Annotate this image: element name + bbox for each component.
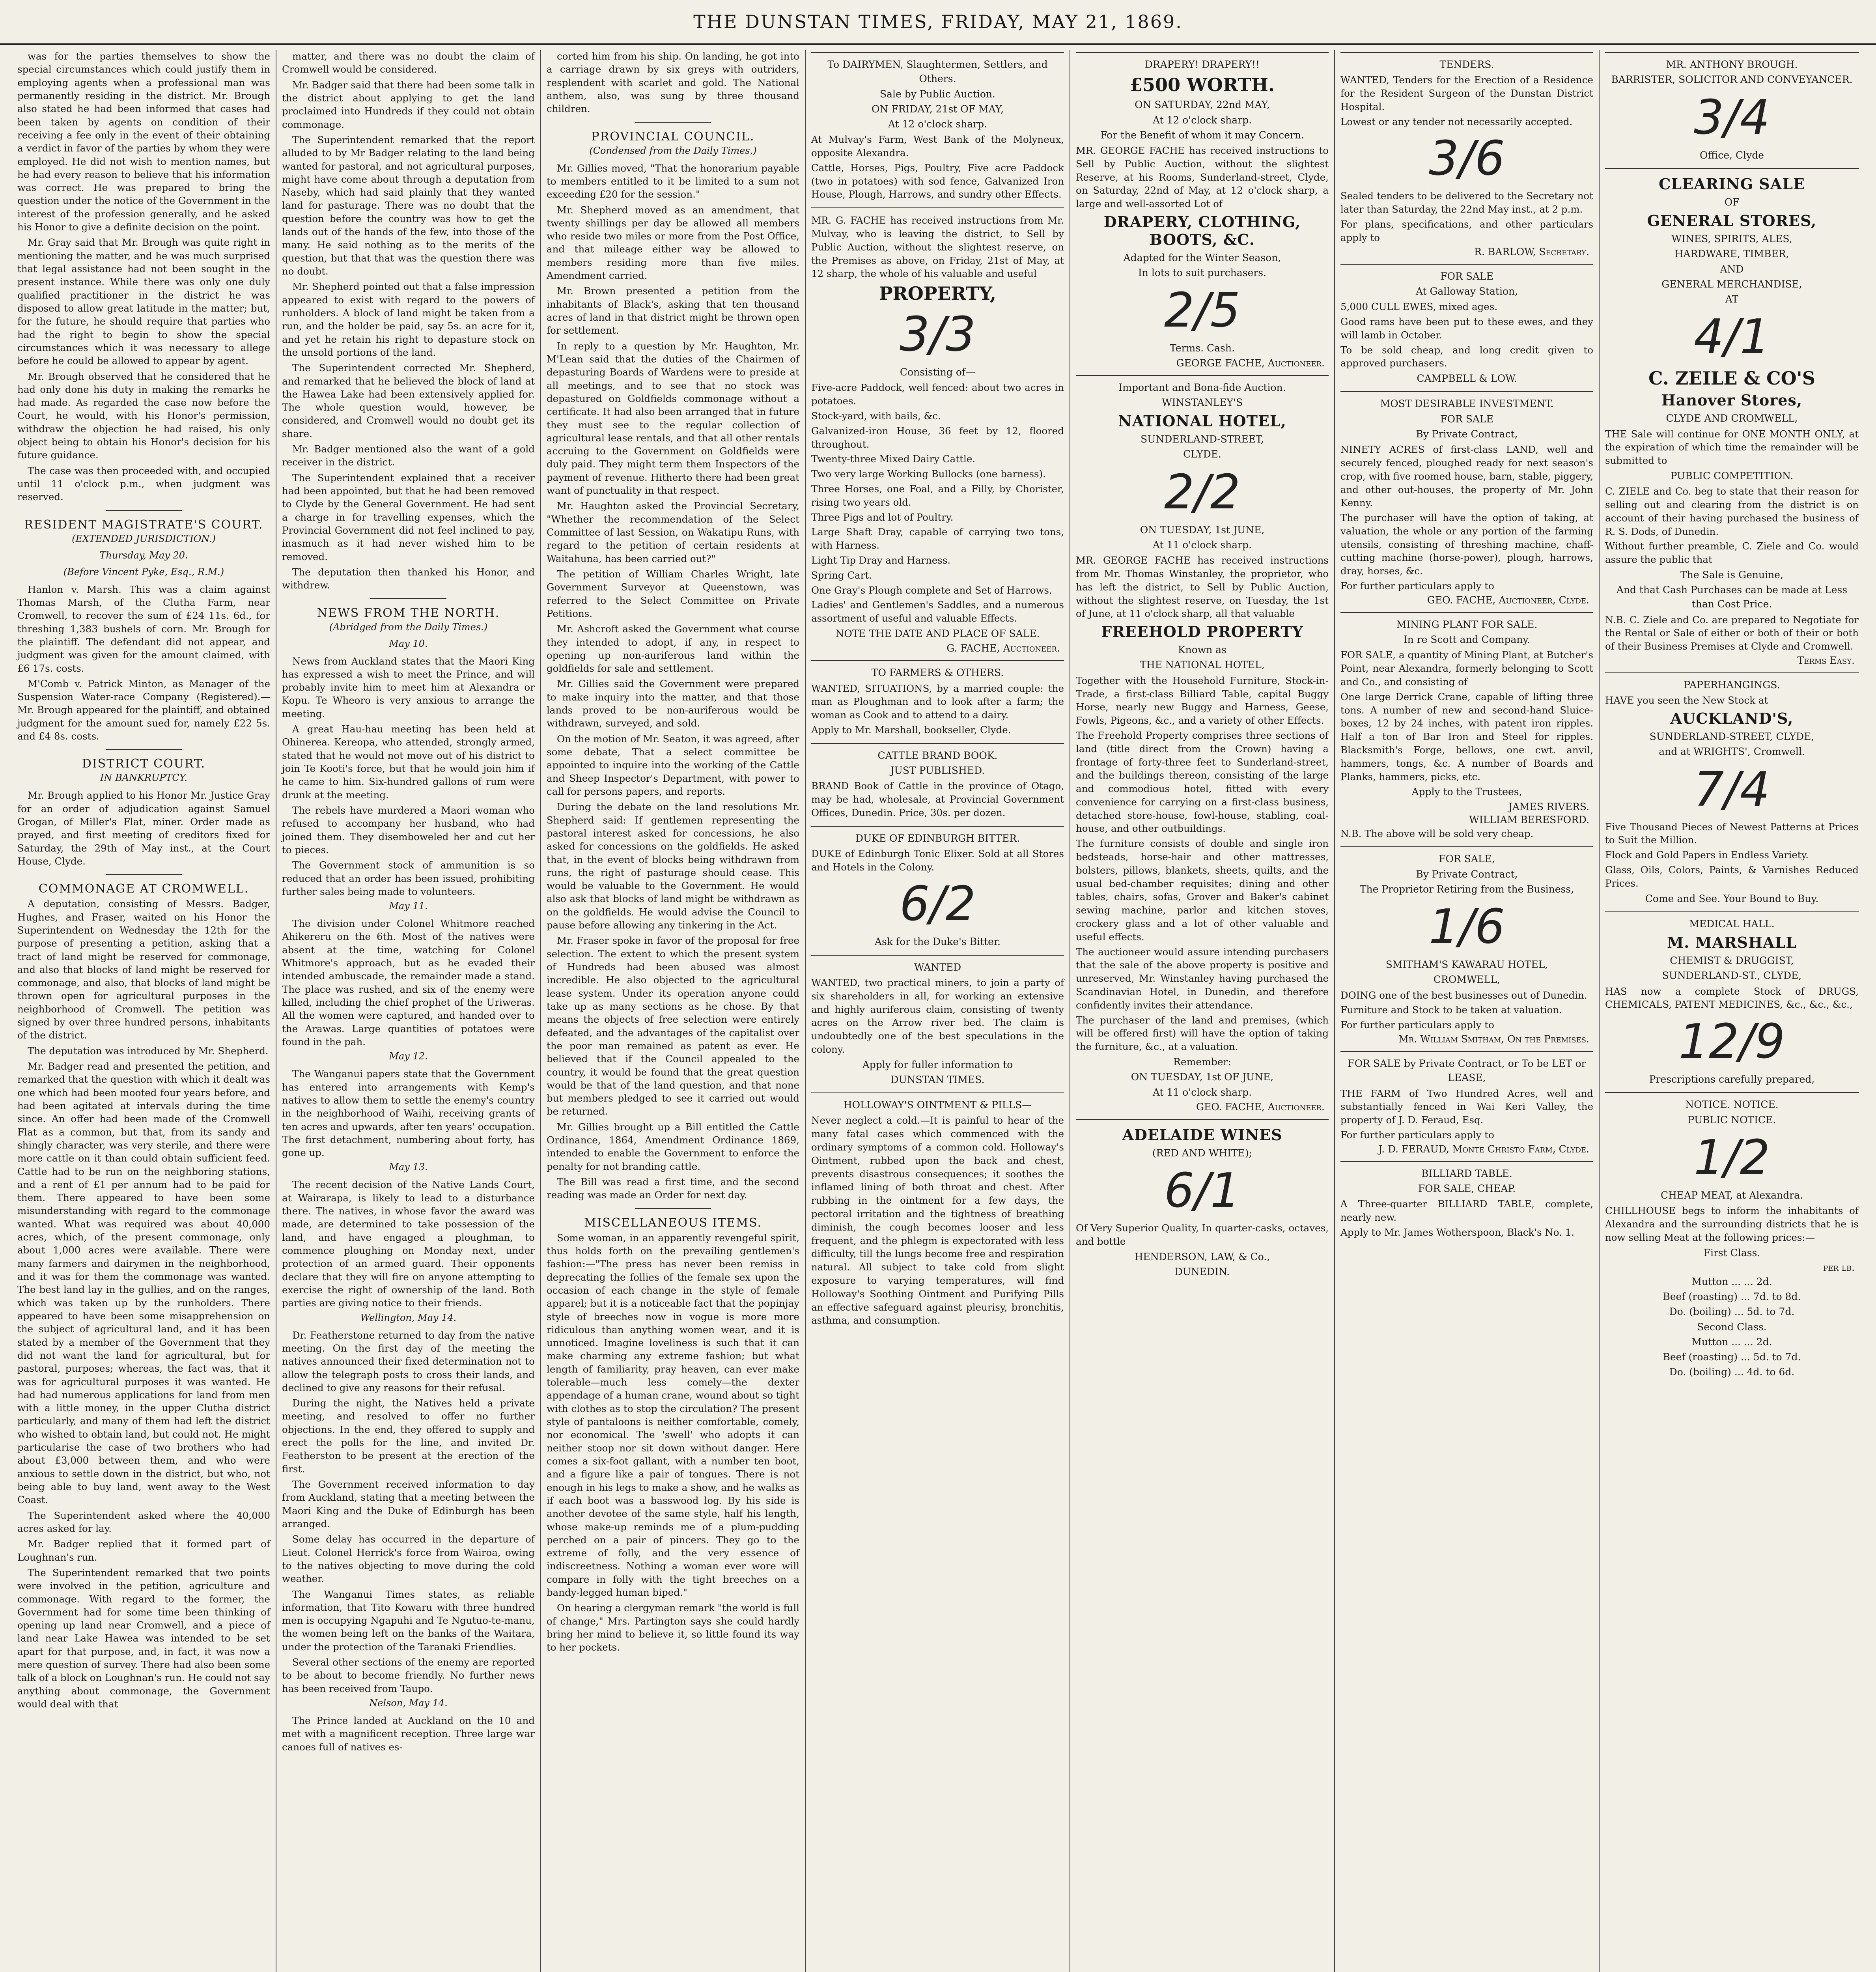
section-heading: COMMONAGE AT CROMWELL. bbox=[38, 882, 249, 896]
article-paragraph: The Government stock of ammunition is so reduced that an order has been issued, prohibiting further sales being made to volunteers. bbox=[282, 859, 535, 897]
ad-body: Never neglect a cold.—It is painful to hear of the many fatal cases which commenced with the ordinary symptoms of a common cold. Holloway's Ointment, rubbed upon the back and chest, prevents disastrous consequences; it soothes the inflamed lining of both throat and chest. After rubbing in the ointment for a few days, the pectoral irritation and the tightness of breathing diminish, the cough becomes looser and less frequent, and the phlegm is expectorated with less difficulty, till the lungs become free and respiration natural. All subject to take cold from slight exposure to varying temperatures, will find Holloway's Soothing Ointment and Purifying Pills an effective safeguard against pleurisy, bronchitis, asthma, and consumption. bbox=[811, 1115, 1064, 1326]
ad-body: HAVE you seen the New Stock at bbox=[1605, 695, 1768, 706]
article-paragraph: Mr. Shepherd moved as an amendment, that twenty shillings per day be allowed all members who reside two miles or more from the Post Office, and that mileage either way be allowed to members residing more than five miles. Amendment carried. bbox=[547, 204, 799, 282]
column-3 bbox=[541, 50, 806, 1972]
advertisement bbox=[811, 660, 1064, 740]
price-row: Do. (boiling) ... 4d. to 6d. bbox=[1669, 1366, 1795, 1378]
ad-body: A Three-quarter BILLIARD TABLE, complete, nearly new. bbox=[1340, 1198, 1593, 1223]
ad-title: To DAIRYMEN, Slaughtermen, Settlers, and Others. bbox=[827, 59, 1048, 85]
ad-list-item: Five-acre Paddock, well fenced: about two acres in potatoes. bbox=[811, 382, 1064, 407]
ad-title: WANTED bbox=[914, 961, 961, 973]
article-paragraph: matter, and there was no doubt the claim of Cromwell would be considered. bbox=[282, 50, 535, 75]
article-paragraph: Mr. Badger replied that it formed part of Loughnan's run. bbox=[17, 1538, 270, 1563]
article-paragraph: In reply to a question by Mr. Haughton, Mr. M'Lean said that the duties of the Chairmen of depasturing Boards of Wardens were to preside at all meetings, and to see that no stock was depastured on Goldfields commonage without a certificate. It had also been arranged that in future they must see to the regular collection of agricultural lease rentals, and that all other rentals accruing to the Government on Goldfields were duly paid. They might term them Inspectors of the payment of revenue. Hitherto there had been great want of punctuality in that respect. bbox=[547, 340, 799, 497]
section-heading: PROVINCIAL COUNCIL. bbox=[591, 129, 755, 144]
article-paragraph: M'Comb v. Patrick Minton, as Manager of the Suspension Water-race Company (Registered).—Mr. Brough appeared for the plaintiff, and obtained judgment for the amount sued for, namely £22 5s. and £4 8s. costs. bbox=[17, 678, 270, 742]
ad-line: The Sale is Genuine, bbox=[1680, 569, 1783, 581]
article-paragraph: Some delay has occurred in the departure of Lieut. Colonel Herrick's force from Wairoa, owing to the natives objecting to move during the cold weather. bbox=[282, 1533, 535, 1585]
ad-headline: CHEAP MEAT, at Alexandra. bbox=[1660, 1189, 1803, 1201]
handwritten-mark: 6/1 bbox=[1164, 1163, 1241, 1219]
ad-body: The Freehold Property comprises three sections of land (title direct from the Crown) having a frontage of forty-three feet to Sunderland-street, and the buildings thereon, consisting of the large and commodious hotel, fitted with every convenience for carrying on a first-class business, detached store-house, fowl-house, stabling, coal-house, and other outbuildings. bbox=[1076, 729, 1329, 835]
ad-signature: R. BARLOW, Secretary. bbox=[1474, 246, 1589, 258]
article-paragraph: The petition of William Charles Wright, late Government Surveyor at Queenstown, was referred to the Select Committee on Private Petitions. bbox=[547, 568, 799, 619]
ad-body: N.B. C. Ziele and Co. are prepared to Negotiate for the Rental or Sale of either or both of their or both of their Business Premises at Clyde and Cromwell. bbox=[1605, 614, 1859, 652]
article-paragraph: Mr. Gillies said the Government were prepared to make inquiry into the matter, and that those lands proved to be non-auriferous would be withdrawn, surveyed, and sold. bbox=[547, 678, 799, 729]
ad-list-item: Ladies' and Gentlemen's Saddles, and a numerous assortment of useful and valuable Effects. bbox=[811, 599, 1064, 624]
ad-body: Apply to Mr. Marshall, bookseller, Clyde. bbox=[811, 724, 1011, 736]
ad-line: HARDWARE, TIMBER, bbox=[1674, 248, 1789, 260]
handwritten-mark: 2/5 bbox=[1164, 283, 1241, 338]
ad-title: FOR SALE by Private Contract, or To be LET or LEASE, bbox=[1348, 1058, 1586, 1084]
ad-list-item: Light Tip Dray and Harness. bbox=[811, 555, 951, 566]
advertisement bbox=[811, 826, 1064, 952]
dateline: May 10. bbox=[389, 638, 428, 649]
ad-body: Flock and Gold Papers in Endless Variety. bbox=[1605, 849, 1809, 861]
ad-line: In re Scott and Company. bbox=[1403, 634, 1531, 646]
article-paragraph: Mr. Gillies moved, "That the honorarium payable to members entitled to it be limited to a sum not exceeding £20 for the session." bbox=[547, 162, 799, 200]
ad-headline: ADELAIDE WINES bbox=[1122, 1126, 1282, 1144]
ad-line: OF bbox=[1724, 196, 1740, 208]
article-paragraph: Mr. Badger read and presented the petition, and remarked that the question with which it dealt was one which had been mooted four years before, and had been agitated at intervals during the time since. An offer had been made of the Cromwell Flat as a common, but that, from its sandy and shingly character, was very sterile, and there were more cattle on it than could obtain sufficient feed. Cattle had to be run on the neighboring stations, and a rent of £1 per annum had to be paid for them. There appeared to have been some misunderstanding with regard to the commonage wanted. What was required was about 40,000 acres, which, of the present commonage, only about 1,000 acres were available. There were many farmers and dairymen in the neighborhood, and it was for them the commonage was wanted. The best land lay in the gullies, and on the ranges, which was taken up by the runholders. There appeared to have been some misapprehension on the subject of agricultural land, and it has been stated by a member of the Government that they did not want the land for agricultural, but for pastoral, purposes; whereas, the fact was, that it was for agricultural purposes it was wanted. He had had numerous applications for land from men with a little money, in the upper Clutha district particularly, and many of them had left the district who wished to obtain land, but could not. He might particularise the case of two brothers who had about £3,000 between them, and who were anxious to settle down in the district, but who, not being able to buy land, went away to the West Coast. bbox=[17, 1061, 270, 1506]
ad-list-item: Three Horses, one Foal, and a Filly, by Chorister, rising two years old. bbox=[811, 483, 1064, 508]
ad-list-item: Stock-yard, with bails, &c. bbox=[811, 410, 941, 422]
ad-line: (RED AND WHITE); bbox=[1152, 1147, 1253, 1159]
ad-title: DRAPERY! DRAPERY!! bbox=[1144, 59, 1260, 70]
ad-body: Without further preamble, C. Ziele and Co. would assure the public that bbox=[1605, 540, 1859, 566]
ad-line: At 11 o'clock sharp. bbox=[1152, 1086, 1252, 1098]
article-paragraph: Several other sections of the enemy are reported to be about to become friendly. No further news has been received from Taupo. bbox=[282, 1656, 535, 1694]
ad-body: FOR SALE, a quantity of Mining Plant, at Butcher's Point, near Alexandra, formerly belonging to Scott and Co., and consisting of bbox=[1340, 649, 1593, 687]
ad-headline: CLEARING SALE bbox=[1659, 175, 1805, 193]
ad-headline: NATIONAL HOTEL, bbox=[1118, 412, 1286, 430]
article-paragraph: The Wanganui papers state that the Government has entered into arrangements with Kemp's natives to allow them to settle the enemy's country in the neighborhood of Waihi, receiving grants of ten acres and upwards, after ten years' occupation. The first detachment, numbering about forty, has gone up. bbox=[282, 1068, 535, 1159]
article-paragraph: The deputation was introduced by Mr. Shepherd. bbox=[28, 1045, 269, 1057]
ad-line: The Proprietor Retiring from the Business, bbox=[1359, 883, 1574, 895]
article-paragraph: A great Hau-hau meeting has been held at Ohinerea. Kereopa, who attended, strongly armed, stated that he would not move out of his district to join Te Kooti's force, but that he would join him if he came to him. Six-hundred gallons of rum were drunk at the meeting. bbox=[282, 723, 535, 801]
divider bbox=[106, 749, 181, 750]
ad-body: N.B. The above will be sold very cheap. bbox=[1340, 827, 1534, 839]
ad-line: For the Benefit of whom it may Concern. bbox=[1100, 129, 1304, 141]
ad-body: Of Very Superior Quality, In quarter-casks, octaves, and bottle bbox=[1076, 1222, 1329, 1247]
advertisement bbox=[1605, 168, 1859, 670]
article-paragraph: corted him from his ship. On landing, he got into a carriage drawn by six greys with outriders, resplendent with scarlet and gold. The National anthem, also, was sung by three thousand children. bbox=[547, 50, 799, 115]
section-subheading: (Condensed from the Daily Times.) bbox=[589, 145, 757, 156]
divider bbox=[635, 1208, 711, 1209]
ad-body: The purchaser will have the option of taking, at valuation, the whole or any portion of the farming utensils, consisting of threshing machine, chaff-cutting machine (horse-power), plough, harrows, dray, horses, &c. bbox=[1340, 512, 1593, 577]
ad-line: At Galloway Station, bbox=[1415, 285, 1518, 297]
advertisement bbox=[811, 743, 1064, 824]
ad-line: NOTE THE DATE AND PLACE OF SALE. bbox=[835, 628, 1040, 640]
ad-line: By Private Contract, bbox=[1416, 428, 1518, 440]
ad-line: Terms. Cash. bbox=[1170, 342, 1235, 354]
ad-body: Furniture and Stock to be taken at valuation. bbox=[1340, 1004, 1562, 1016]
ad-line: ON TUESDAY, 1st JUNE, bbox=[1140, 524, 1265, 536]
ad-title: FOR SALE, bbox=[1439, 853, 1495, 865]
ad-list-item: Three Pigs and lot of Poultry. bbox=[811, 511, 954, 523]
ad-title: PAPERHANGINGS. bbox=[1684, 679, 1780, 691]
dateline: May 13. bbox=[389, 1162, 428, 1173]
advertisement bbox=[1076, 52, 1329, 373]
ad-line: By Private Contract, bbox=[1416, 868, 1518, 880]
ad-headline: SMITHAM'S KAWARAU HOTEL, bbox=[1385, 959, 1548, 971]
ad-signature: JAMES RIVERS. bbox=[1508, 801, 1589, 812]
ad-title: TENDERS. bbox=[1439, 59, 1494, 70]
handwritten-mark: 3/4 bbox=[1693, 90, 1770, 145]
advertisement bbox=[1605, 672, 1859, 909]
advertisement bbox=[811, 52, 1064, 205]
article-paragraph: The case was then proceeded with, and occupied until 11 o'clock p.m., when judgment was reserved. bbox=[17, 465, 270, 503]
advertisement bbox=[811, 207, 1064, 658]
ad-line: Apply for fuller information to bbox=[862, 1059, 1013, 1070]
article-paragraph: The Government received information to day from Auckland, stating that a meeting between the Maori King and the Duke of Edinburgh has been arranged. bbox=[282, 1479, 535, 1529]
ad-title: BILLIARD TABLE. bbox=[1421, 1167, 1512, 1179]
divider bbox=[106, 510, 181, 511]
ad-body: Five Thousand Pieces of Newest Patterns at Prices to Suit the Million. bbox=[1605, 821, 1859, 846]
dateline: Wellington, May 14. bbox=[360, 1312, 457, 1323]
ad-body: Good rams have been put to these ewes, and they will lamb in October. bbox=[1340, 316, 1593, 341]
ad-line: and at WRIGHTS', Cromwell. bbox=[1659, 746, 1805, 758]
article-paragraph: Mr. Brown presented a petition from the inhabitants of Black's, asking that ten thousand acres of land in that district might be thrown open for settlement. bbox=[547, 285, 799, 336]
article-paragraph: Hanlon v. Marsh. This was a claim against Thomas Marsh, of the Clutha Farm, near Cromwell, to recover the sum of £24 11s. 6d., for threshing 1,383 bushels of corn. Mr. Brough for the plaintiff. The defendant did not appear, and judgment was given for the amount claimed, with £6 17s. costs. bbox=[17, 583, 270, 674]
advertisement bbox=[1605, 52, 1859, 166]
ad-list-item: Twenty-three Mixed Dairy Cattle. bbox=[811, 453, 976, 465]
article-paragraph: The Superintendent explained that a receiver had been appointed, but that he had been removed to Clyde by the General Government. He had sent a charge in for travelling expenses, which the Provincial Government did not feel inclined to pay, inasmuch as it had never wished him to be removed. bbox=[282, 472, 535, 562]
ad-body: MR. G. FACHE has received instructions from Mr. Mulvay, who is leaving the district, to Sell by Public Auction, without the slightest reserve, on the Premises as above, on Friday, 21st of May, at 12 sharp, the whole of his valuable and useful bbox=[811, 215, 1064, 280]
price-row: Beef (roasting) ... 7d. to 8d. bbox=[1663, 1291, 1801, 1303]
newspaper-columns bbox=[12, 50, 1864, 1972]
article-paragraph: On hearing a clergyman remark "the world is full of change," Mrs. Partington says she could hardly bring her mind to believe it, so little found its way to her pockets. bbox=[547, 1602, 799, 1653]
ad-signature: Terms Easy. bbox=[1797, 655, 1855, 667]
ad-title: NOTICE. NOTICE. bbox=[1685, 1099, 1779, 1111]
ad-title: CATTLE BRAND BOOK. bbox=[877, 749, 998, 761]
ad-line: BARRISTER, SOLICITOR AND CONVEYANCER. bbox=[1611, 74, 1853, 86]
advertisement bbox=[1340, 1161, 1593, 1243]
advertisement bbox=[1340, 1051, 1593, 1159]
ad-body: Cattle, Horses, Pigs, Poultry, Five acre Paddock (two in potatoes) with sod fence, Galvanized Iron House, Plough, Harrows, and sundry other Effects. bbox=[811, 162, 1064, 200]
ad-body: Lowest or any tender not necessarily accepted. bbox=[1340, 116, 1573, 127]
ad-signature: J. D. FERAUD, Monte Christo Farm, Clyde. bbox=[1378, 1143, 1589, 1155]
masthead: THE DUNSTAN TIMES, FRIDAY, MAY 21, 1869. bbox=[0, 0, 1876, 45]
ad-body: HAS now a complete Stock of DRUGS, CHEMICALS, PATENT MEDICINES, &c., &c., &c., bbox=[1605, 985, 1859, 1010]
price-row: Mutton ... ... 2d. bbox=[1691, 1336, 1772, 1348]
ad-headline: Hanover Stores, bbox=[1661, 391, 1803, 409]
article-paragraph: Mr. Brough applied to his Honor Mr. Justice Gray for an order of adjudication against Samuel Grogan, of Miller's Flat, miner. Order made as prayed, and first meeting of creditors fixed for Saturday, the 29th of May inst., at the Court House, Clyde. bbox=[17, 790, 270, 867]
handwritten-mark: 1/2 bbox=[1693, 1130, 1770, 1185]
section-heading: MISCELLANEOUS ITEMS. bbox=[584, 1216, 762, 1230]
price-row: Beef (roasting) ... 5d. to 7d. bbox=[1663, 1351, 1801, 1363]
article-paragraph: The division under Colonel Whitmore reached Ahikereru on the 6th. Most of the natives were absent at the time, watching for Colonel Whitmore's approach, but as he evaded their intended ambuscade, the remainder made a stand. The place was rushed, and six of the enemy were killed, including the chief prophet of the Uriweras. All the women were captured, and handed over to the Arawas. Large quantities of potatoes were found in the pah. bbox=[282, 918, 535, 1048]
advertisement bbox=[1076, 1119, 1329, 1282]
ad-line: FOR SALE bbox=[1440, 413, 1493, 425]
article-paragraph: Dr. Featherstone returned to day from the native meeting. On the first day of the meeting the natives announced their fixed determination not to allow the telegraph posts to cross their lands, and declined to give any reasons for their refusal. bbox=[282, 1329, 535, 1393]
ad-list-item: Galvanized-iron House, 36 feet by 12, floored throughout. bbox=[811, 425, 1064, 450]
price-unit: per lb. bbox=[1823, 1261, 1855, 1273]
dateline: May 11. bbox=[389, 900, 428, 912]
ad-line: SUNDERLAND-ST., CLYDE, bbox=[1662, 970, 1802, 982]
ad-body: The furniture consists of double and single iron bedsteads, horse-hair and other mattresses, bolsters, pillows, blankets, sheets, quilts, and the usual bed-chamber requisites; dining and other tables, chairs, sofas, Grover and Baker's cabinet sewing machine, parlor and kitchen stoves, crockery glass and a lot of other valuable and useful effects. bbox=[1076, 838, 1329, 943]
column-7 bbox=[1600, 50, 1864, 1972]
article-paragraph: The rebels have murdered a Maori woman who refused to accompany her husband, who had joined them. They disemboweled her and cut her to pieces. bbox=[282, 804, 535, 855]
ad-line: AND bbox=[1720, 263, 1744, 275]
ad-line: ON FRIDAY, 21st OF MAY, bbox=[872, 103, 1004, 115]
ad-signature: GEORGE FACHE, Auctioneer. bbox=[1176, 357, 1325, 369]
ad-body: At Mulvay's Farm, West Bank of the Molyneux, opposite Alexandra. bbox=[811, 134, 1064, 159]
handwritten-mark: 3/3 bbox=[899, 307, 976, 362]
ad-line: Come and See. Your Bound to Buy. bbox=[1645, 893, 1819, 904]
price-class: Second Class. bbox=[1697, 1321, 1767, 1333]
ad-body: 5,000 CULL EWES, mixed ages. bbox=[1340, 301, 1498, 313]
advertisement bbox=[1076, 375, 1329, 1117]
ad-list-item: Spring Cart. bbox=[811, 569, 872, 581]
ad-body: BRAND Book of Cattle in the province of Otago, may be had, wholesale, at Provincial Government Offices, Dunedin. Price, 30s. per dozen. bbox=[811, 780, 1064, 818]
ad-line: Adapted for the Winter Season, bbox=[1123, 252, 1281, 263]
article-paragraph: was for the parties themselves to show the special circumstances which could justify them in employing agents when a professional man was permanently residing in the district. Mr. Brough also stated he had been informed that cases had been taken by agents on condition of their receiving a fee only in the event of their obtaining a verdict in favor of the parties by whom they were employed. He did not wish to mention names, but he had every reason to believe that his information was correct. He was prepared to bring the question under the notice of the Government in the interest of the profession generally, and he asked his Honor to give a definite decision on the point. bbox=[17, 50, 270, 233]
advertisement bbox=[1605, 1092, 1859, 1382]
ad-line: Apply to the Trustees, bbox=[1411, 786, 1522, 798]
ad-body: MR. GEORGE FACHE has received instructions from Mr. Thomas Winstanley, the proprietor, who has left the district, to Sell by Public Auction, without the slightest reserve, on Tuesday, the 1st of June, at 11 o'clock sharp, all that valuable bbox=[1076, 555, 1329, 620]
divider bbox=[370, 598, 446, 599]
article-paragraph: Mr. Badger said that there had been some talk in the district about applying to get the land proclaimed into Hundreds if they could not obtain commonage. bbox=[282, 79, 535, 130]
handwritten-mark: 7/4 bbox=[1693, 762, 1770, 817]
article-paragraph: The Superintendent remarked that the report alluded to by Mr Badger relating to the land being wanted for pastoral, and not agricultural purposes, might have come about through a deputation from Naseby, which had said plainly that they wanted land for pasturage. There was no doubt that the question before the country was how to get the lands out of the hands of the few, into those of the many. He said nothing as to the merits of the question, but that that was the question there was no doubt. bbox=[282, 134, 535, 277]
column-6 bbox=[1335, 50, 1600, 1972]
dateline: Thursday, May 20. bbox=[99, 549, 188, 561]
ad-title: MINING PLANT FOR SALE. bbox=[1396, 618, 1538, 630]
ad-line: Remember: bbox=[1173, 1056, 1231, 1068]
article-paragraph: The Superintendent corrected Mr. Shepherd, and remarked that he believed the block of land at the Hawea Lake had been extensively applied for. The whole question would, however, be considered, and Cromwell would no doubt get its share. bbox=[282, 362, 535, 439]
handwritten-mark: 12/9 bbox=[1678, 1014, 1785, 1070]
ad-line: HENDERSON, LAW, & Co., bbox=[1134, 1251, 1270, 1262]
ad-line: CLYDE. bbox=[1183, 448, 1221, 460]
column-5 bbox=[1070, 50, 1335, 1972]
ad-body: For further particulars apply to bbox=[1340, 1129, 1494, 1141]
price-row: Mutton ... ... 2d. bbox=[1691, 1275, 1772, 1287]
article-paragraph: Mr. Gray said that Mr. Brough was quite right in mentioning the matter, and he was much surprised that legal assistance had not been sought in the present instance. While there was only one duly qualified practitioner in the district he was disposed to allow great latitude in the matter; but, for the future, he should require that parties who had the right to begin to show the special circumstances which it was necessary to allege before he could be allowed to appear by agent. bbox=[17, 237, 270, 367]
article-paragraph: The Wanganui Times states, as reliable information, that Tito Kowaru with three hundred men is occupying Ngapuhi and Te Ngutuo-te-manu, the women being left on the banks of the Waitara, under the protection of the Taranaki Friendlies. bbox=[282, 1588, 535, 1653]
ad-headline: C. ZEILE & CO'S bbox=[1648, 368, 1815, 389]
ad-signature: G. FACHE, Auctioneer. bbox=[946, 642, 1060, 654]
ad-body: WANTED, Tenders for the Erection of a Residence for the Resident Surgeon of the Dunstan District Hospital. bbox=[1340, 74, 1593, 112]
ad-signature: GEO. FACHE, Auctioneer, Clyde. bbox=[1427, 594, 1589, 606]
dateline: May 12. bbox=[389, 1051, 428, 1062]
article-paragraph: The Superintendent remarked that two points were involved in the petition, agriculture and commonage. With regard to the former, the Government had for some time been thinking of opening up land near Cromwell, and a piece of land near Lake Hawea was intended to be set apart for that purpose, and, in fact, it was now a mere question of survey. There had also been some talk of a block on Loughnan's run. He could not say anything about commonage, the Government would deal with that bbox=[17, 1567, 270, 1710]
ad-headline: FREEHOLD PROPERTY bbox=[1101, 623, 1303, 641]
ad-list-item: Two very large Working Bullocks (one barness). bbox=[811, 468, 1046, 480]
ad-line: CLYDE AND CROMWELL, bbox=[1666, 413, 1798, 424]
ad-title: FOR SALE bbox=[1440, 270, 1493, 282]
ad-line: CAMPBELL & LOW. bbox=[1417, 373, 1517, 385]
ad-title: MOST DESIRABLE INVESTMENT. bbox=[1380, 398, 1554, 410]
ad-body: DUKE of Edinburgh Tonic Elixer. Sold at all Stores and Hotels in the Colony. bbox=[811, 848, 1064, 873]
ad-line: Office, Clyde bbox=[1700, 149, 1764, 161]
ad-body: MR. GEORGE FACHE has received instructions to Sell by Public Auction, without the slightest Reserve, at his Rooms, Sunderland-street, Clyde, on Saturday, 22nd of May, at 12 o'clock sharp, a large and well-assorted Lot of bbox=[1076, 145, 1329, 210]
advertisement bbox=[811, 1092, 1064, 1331]
ad-line: In lots to suit purchasers. bbox=[1138, 267, 1267, 279]
ad-title: PROPERTY, bbox=[879, 283, 997, 304]
price-class: First Class. bbox=[1703, 1247, 1760, 1259]
handwritten-mark: 2/2 bbox=[1164, 465, 1241, 520]
article-paragraph: During the night, the Natives held a private meeting, and resolved to offer no further objections. In the end, they offered to supply and erect the polls for the line, and invited Dr. Featherston to be present at the erection of the first. bbox=[282, 1397, 535, 1475]
section-heading: RESIDENT MAGISTRATE'S COURT. bbox=[24, 517, 263, 532]
article-paragraph: Mr. Shepherd pointed out that a false impression appeared to exist with regard to the powers of runholders. A block of land might be taken from a run, and the holder be paid, say 5s. an acre for it, and yet he retain his right to depasture stock on the unsold portions of the land. bbox=[282, 281, 535, 358]
article-paragraph: The Superintendent asked where the 40,000 acres asked for lay. bbox=[17, 1509, 270, 1534]
ad-body: To be sold cheap, and long credit given to approved purchasers. bbox=[1340, 344, 1593, 369]
article-paragraph: Mr. Fraser spoke in favor of the proposal for free selection. The extent to which the present system of Hundreds had been abused was almost incredible. He also objected to the agricultural lease system. Under its operation anyone could take up as many sections as he chose. By that means the objects of free selection were entirely defeated, and the advantages of the capitalist over the poor man remained as patent as ever. He believed that if the Council appealed to the country, it would be found that the great question would be that of the land question, and that none but members pledged to see it carried out would be returned. bbox=[547, 935, 799, 1117]
ad-line: Ask for the Duke's Bitter. bbox=[874, 936, 1001, 948]
ad-line: GENERAL MERCHANDISE, bbox=[1661, 278, 1802, 290]
ad-body: Apply to Mr. James Wotherspoon, Black's No. 1. bbox=[1340, 1226, 1575, 1238]
ad-line: JUST PUBLISHED. bbox=[890, 764, 985, 776]
column-1 bbox=[12, 50, 276, 1972]
ad-body: WANTED, SITUATIONS, by a married couple: the man as Ploughman and to look after a farm; the woman as Cook and to attend to a dairy. bbox=[811, 682, 1064, 721]
ad-line: Prescriptions carefully prepared, bbox=[1649, 1074, 1815, 1085]
ad-line: ON SATURDAY, 22nd MAY, bbox=[1135, 99, 1270, 111]
ad-line: ON TUESDAY, 1st OF JUNE, bbox=[1131, 1071, 1274, 1083]
ad-body: Glass, Oils, Colors, Paints, & Varnishes Reduced Prices. bbox=[1605, 864, 1859, 889]
handwritten-mark: 1/6 bbox=[1428, 900, 1505, 955]
article-paragraph: News from Auckland states that the Maori King has expressed a wish to meet the Prince, and will probably invite him to meet him at Alexandra or Kopu. Te Wheoro is very anxious to arrange the meeting. bbox=[282, 655, 535, 719]
ad-signature: WILLIAM BERESFORD. bbox=[1469, 814, 1589, 825]
ad-line: SUNDERLAND-STREET, CLYDE, bbox=[1649, 731, 1814, 743]
section-subheading: IN BANKRUPTCY. bbox=[100, 772, 188, 784]
ad-line: And that Cash Purchases can be made at Less than Cost Price. bbox=[1616, 584, 1848, 610]
article-paragraph: Some woman, in an apparently revengeful spirit, thus holds forth on the prevailing gentlemen's fashion:—"The press has never been remiss in deprecating the follies of the female sex upon the occasion of each change in the style of female apparel; but it is a noticeable fact that the popinjay style of breeches now in vogue is more more ridiculous than anything women wear, and it is unnoticed. Imagine loveliness is such that it can make charming any extreme fashion; but what length of familiarity, pray heaven, can ever make tolerable—much less comely—the dexter appendage of a human crane, wound about so tight with clothes as to stop the circulation? The present style of pantaloons is neither comfortable, comely, nor economical. The 'swell' who adopts it can neither stoop nor sit down without danger. Here comes a six-foot gallant, with a number ten boot, and a figure like a pair of tongues. There is not enough in his legs to make a show, and he walks as if each boot was a basswood log. By his side is another devotee of the same style, half his length, whose make-up reminds me of a plum-pudding perched on a pair of pincers. They go to the extreme of folly, and the very essence of indiscreetness. Nothing a woman ever wore will compare in folly with the tight breeches on a bandy-legged human biped." bbox=[547, 1232, 799, 1599]
ad-body: For plans, specifications, and other particulars apply to bbox=[1340, 218, 1593, 243]
ad-line: Known as bbox=[1178, 644, 1226, 656]
ad-body: C. ZIELE and Co. beg to state that their reason for selling out and clearing from the district is on account of their having purchased the business of R. S. Dods, of Dunedin. bbox=[1605, 486, 1859, 537]
ad-line: PUBLIC COMPETITION. bbox=[1670, 470, 1794, 482]
ad-body: WANTED, two practical miners, to join a party of six shareholders in all, for working an extensive and highly auriferous claim, consisting of twenty acres on the Arrow river bed. The claim is undoubtedly one of the best speculations in the colony. bbox=[811, 977, 1064, 1055]
article-paragraph: The deputation then thanked his Honor, and withdrew. bbox=[282, 566, 535, 591]
ad-body: NINETY ACRES of first-class LAND, well and securely fenced, ploughed ready for next season's crop, with five roomed house, barn, stable, piggery, and other out-houses, the property of Mr. John Kenny. bbox=[1340, 444, 1593, 509]
article-paragraph: During the debate on the land resolutions Mr. Shepherd said: If gentlemen representing the pastoral interest asked for concessions, he also asked for concessions on the goldfields. He asked that, in the event of blocks being withdrawn from runs, the right of pasturage should cease. This would be valuable to the Government. He would also ask that blocks of land might be withdrawn as on the goldfields. He would advise the Council to pause before allowing any tinkering in the Act. bbox=[547, 801, 799, 931]
ad-headline: £500 WORTH. bbox=[1130, 74, 1275, 96]
ad-line: THE NATIONAL HOTEL, bbox=[1140, 659, 1265, 671]
ad-body: CHILLHOUSE begs to inform the inhabitants of Alexandra and the surrounding districts that he is now selling Meat at the following prices:— bbox=[1605, 1205, 1859, 1243]
handwritten-mark: 6/2 bbox=[899, 877, 976, 932]
ad-line: Sale by Public Auction. bbox=[879, 88, 995, 100]
price-row: Do. (boiling) ... 5d. to 7d. bbox=[1669, 1306, 1795, 1318]
ad-line: CROMWELL, bbox=[1433, 974, 1501, 986]
article-paragraph: The recent decision of the Native Lands Court, at Wairarapa, is likely to lead to a disturbance there. The natives, in whose favor the award was made, are determined to take possession of the land, and have engaged a ploughman, to commence ploughing on Monday next, under protection of an armed guard. Their opponents declare that they will fire on anyone attempting to exercise the right of ownership of the land. Both parties are giving notice to their friends. bbox=[282, 1179, 535, 1309]
ad-body: For further particulars apply to bbox=[1340, 1019, 1494, 1031]
advertisement bbox=[1605, 911, 1859, 1090]
article-paragraph: The Prince landed at Auckland on the 10 and met with a magnificent reception. Three large war canoes full of natives es- bbox=[282, 1715, 535, 1753]
column-2 bbox=[276, 50, 541, 1972]
article-paragraph: Mr. Gillies brought up a Bill entitled the Cattle Ordinance, 1864, Amendment Ordinance 1869, intended to enable the Government to enforce the penalty for not branding cattle. bbox=[547, 1121, 799, 1172]
ad-title: Important and Bona-fide Auction. bbox=[1118, 381, 1286, 393]
ad-headline: M. MARSHALL bbox=[1667, 934, 1797, 952]
ad-headline: GENERAL STORES, bbox=[1647, 212, 1817, 230]
ad-headline: DRAPERY, CLOTHING, BOOTS, &C. bbox=[1103, 213, 1301, 248]
ad-title: DUKE OF EDINBURGH BITTER. bbox=[855, 832, 1020, 844]
ad-line: CHEMIST & DRUGGIST, bbox=[1670, 955, 1794, 967]
ad-title: HOLLOWAY'S OINTMENT & PILLS— bbox=[843, 1099, 1032, 1111]
dateline: Nelson, May 14. bbox=[369, 1697, 448, 1709]
column-4 bbox=[806, 50, 1070, 1972]
ad-line: FOR SALE, CHEAP. bbox=[1418, 1182, 1516, 1194]
byline: (Before Vincent Pyke, Esq., R.M.) bbox=[63, 566, 224, 577]
ad-line: At 12 o'clock sharp. bbox=[888, 118, 987, 130]
advertisement bbox=[1340, 391, 1593, 610]
section-heading: DISTRICT COURT. bbox=[82, 757, 206, 771]
article-paragraph: Mr. Haughton asked the Provincial Secretary, "Whether the recommendation of the Select Committee of last Session, on Wakatipu Runs, with regard to the petition of certain residents at Waitahuna, has been carried out?" bbox=[547, 500, 799, 564]
ad-line: AT bbox=[1725, 293, 1739, 305]
advertisement bbox=[1340, 846, 1593, 1049]
ad-signature: GEO. FACHE, Auctioneer. bbox=[1196, 1101, 1325, 1113]
ad-body: Sealed tenders to be delivered to the Secretary not later than Saturday, the 22nd May inst., at 2 p.m. bbox=[1340, 190, 1593, 215]
article-paragraph: A deputation, consisting of Messrs. Badger, Hughes, and Fraser, waited on his Honor the Superintendent on Wednesday the 12th for the purpose of presenting a petition, asking that a tract of land might be reserved for commonage, and also that blocks of land might be reserved for commonage, and also, that blocks of land might be thrown open for agricultural purposes in the neighborhood of Cromwell. The petition was signed by over three hundred persons, inhabitants of the district. bbox=[17, 898, 270, 1041]
ad-headline: AUCKLAND'S, bbox=[1670, 710, 1794, 728]
ad-line: At 11 o'clock sharp. bbox=[1152, 539, 1252, 551]
ad-line: PUBLIC NOTICE. bbox=[1687, 1114, 1776, 1126]
ad-body: One large Derrick Crane, capable of lifting three tons. A number of new and second-hand Sluice-boxes, 12 by 24 inches, with patent iron ripples. Half a ton of Bar Iron and Steel for ripples. Blacksmith's Forge, bellows, one cwt. anvil, hammers, tongs, &c. A number of Boards and Planks, hammers, picks, etc. bbox=[1340, 691, 1593, 782]
ad-title: TO FARMERS & OTHERS. bbox=[871, 667, 1004, 679]
ad-body: DOING one of the best businesses out of Dunedin. bbox=[1340, 989, 1587, 1001]
ad-list-item: Large Shaft Dray, capable of carrying two tons, with Harness. bbox=[811, 526, 1064, 551]
divider bbox=[635, 122, 711, 123]
advertisement bbox=[1340, 52, 1593, 261]
handwritten-mark: 3/6 bbox=[1428, 131, 1505, 187]
section-subheading: (Abridged from the Daily Times.) bbox=[329, 621, 488, 633]
advertisement bbox=[1340, 264, 1593, 389]
ad-line: DUNSTAN TIMES. bbox=[890, 1074, 985, 1085]
ad-line: WINSTANLEY'S bbox=[1161, 396, 1243, 408]
article-paragraph: The Bill was read a first time, and the second reading was made an Order for next day. bbox=[547, 1176, 799, 1201]
ad-title: MEDICAL HALL. bbox=[1689, 918, 1775, 930]
ad-body: THE Sale will continue for ONE MONTH ONLY, at the expiration of which time the remainder will be submitted to bbox=[1605, 428, 1859, 467]
divider bbox=[106, 874, 181, 875]
article-paragraph: On the motion of Mr. Seaton, it was agreed, after some debate, That a select committee be appointed to inquire into the working of the Cattle and Sheep Inspector's Department, with power to call for persons papers, and reports. bbox=[547, 733, 799, 797]
section-heading: NEWS FROM THE NORTH. bbox=[317, 606, 500, 620]
ad-line: At 12 o'clock sharp. bbox=[1152, 114, 1252, 126]
ad-line: SUNDERLAND-STREET, bbox=[1141, 433, 1264, 445]
ad-body: The purchaser of the land and premises, (which will be offered first) will have the option of taking the furniture, &c., at a valuation. bbox=[1076, 1014, 1329, 1053]
advertisement bbox=[811, 955, 1064, 1091]
article-paragraph: Mr. Brough observed that he considered that he had only done his duty in making the remarks he had made. As regarded the case now before the Court, he would, with his Honor's permission, withdraw the objection he had raised, his only object being to obtain his Honor's decision for his future guidance. bbox=[17, 370, 270, 461]
ad-signature: Mr. William Smitham, On the Premises. bbox=[1398, 1033, 1589, 1045]
advertisement bbox=[1340, 612, 1593, 844]
ad-line: WINES, SPIRITS, ALES, bbox=[1671, 233, 1792, 245]
ad-title: MR. ANTHONY BROUGH. bbox=[1666, 59, 1798, 70]
ad-body: Together with the Household Furniture, Stock-in-Trade, a first-class Billiard Table, capital Buggy Horse, nearly new Buggy and Harness, Geese, Fowls, Pigeons, &c., and a variety of other Effects. bbox=[1076, 674, 1329, 726]
ad-line: Consisting of— bbox=[900, 366, 976, 378]
ad-line: DUNEDIN. bbox=[1174, 1266, 1230, 1277]
article-paragraph: Mr. Badger mentioned also the want of a gold receiver in the district. bbox=[282, 443, 535, 468]
handwritten-mark: 4/1 bbox=[1693, 310, 1770, 365]
ad-body: THE FARM of Two Hundred Acres, well and substantially fenced in Wai Keri Valley, the property of J. D. Feraud, Esq. bbox=[1340, 1087, 1593, 1126]
section-subheading: (EXTENDED JURISDICTION.) bbox=[72, 533, 216, 544]
ad-body: The auctioneer would assure intending purchasers that the sale of the above property is positive and unreserved, Mr. Winstanley having purchased the Scandinavian Hotel, in Dunedin, and therefore confidently invites their attendance. bbox=[1076, 946, 1329, 1011]
ad-list-item: One Gray's Plough complete and Set of Harrows. bbox=[811, 584, 1052, 596]
ad-body: For further particulars apply to bbox=[1340, 580, 1494, 592]
article-paragraph: Mr. Ashcroft asked the Government what course they intended to adopt, if any, in respect to opening up non-auriferous land within the goldfields for sale and settlement. bbox=[547, 623, 799, 674]
